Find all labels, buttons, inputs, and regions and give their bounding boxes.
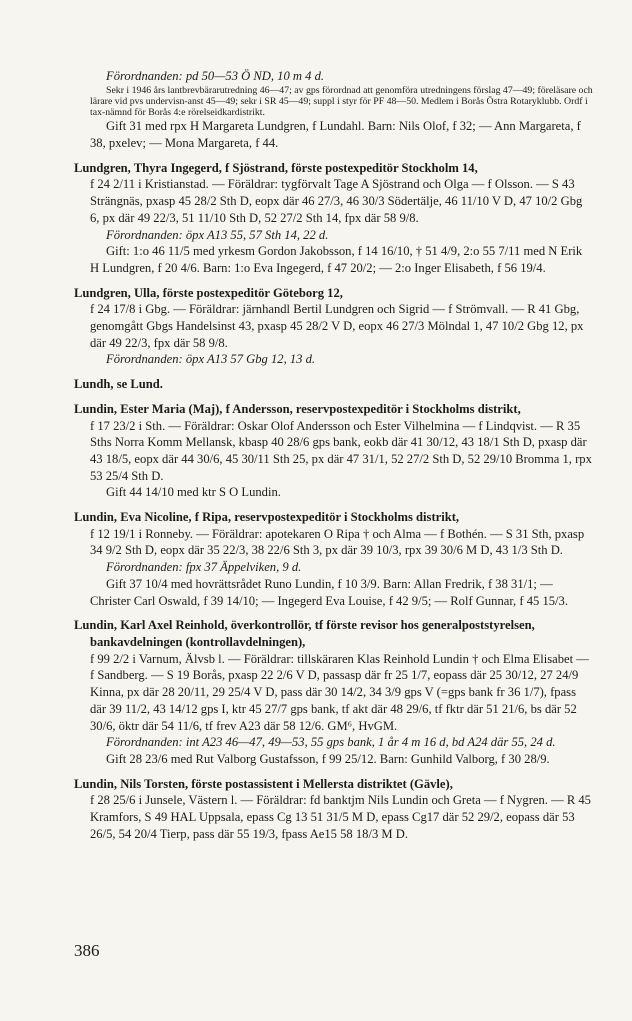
entry-appointments: Förordnanden: pd 50—53 Ö ND, 10 m 4 d. bbox=[106, 69, 325, 83]
entry-appointments: Förordnanden: öpx A13 57 Gbg 12, 13 d. bbox=[106, 352, 316, 367]
entry-marriage: Gift: 1:o 46 11/5 med yrkesm Gordon Jakobsson, f 14 16/10, † 51 4/9, 2:o 55 7/11 med N Erik H Lundgren, f 20 4/6. Barn: 1:o Eva Ingegerd, f 47 20/2; — 2:o Inger Elisabeth, f 56 19/4. bbox=[90, 244, 583, 275]
entry-marriage: Gift 31 med rpx H Margareta Lundgren, f Lundahl. Barn: Nils Olof, f 32; — Ann Margareta, f 38, pxelev; — Mona Margareta, f 44. bbox=[90, 119, 581, 151]
entry-marriage: Gift 44 14/10 med ktr S O Lundin. bbox=[106, 485, 281, 500]
entry-heading: Lundin, Karl Axel Reinhold, överkontrollör, tf förste revisor hos generalpoststyrelsen, bankavdelningen (kontrollavdelningen), bbox=[74, 618, 535, 649]
entry-body: f 17 23/2 i Sth. — Föräldrar: Oskar Olof Andersson och Ester Vilhelmina — f Lindqvist. — R 35 Sths Norra Komm Mellansk, kbasp 40 28/6 gps bank, eokb där 41 30/12, 43 18/1 Sth D, pxasp där 43 18/5, eopx där 44 30/6, 45 30/11 Sth 25, px där 47 31/1, 52 27/2 Sth D, 52 29/10 Bromma 1, rpx 53 25/4 Sth D. bbox=[90, 418, 592, 483]
entry bbox=[74, 160, 594, 277]
entry-heading: Lundin, Nils Torsten, förste postassistent i Mellersta distriktet (Gävle), bbox=[74, 776, 453, 791]
entry-body: f 24 17/8 i Gbg. — Föräldrar: järnhandl Bertil Lundgren och Sigrid — f Strömvall. — R 41 Gbg, genomgått Gbgs Handelsinst 43, pxasp 45 28/2 V D, eopx 46 27/3 Mölndal 1, 47 10/2 Gbg 12, px där 49 22/3, fpx där 58 9/8. bbox=[90, 302, 584, 350]
page-content bbox=[74, 68, 594, 850]
entry-body: f 24 2/11 i Kristianstad. — Föräldrar: tygförvalt Tage A Sjöstrand och Olga — f Olsson. — S 43 Strängnäs, pxasp 45 28/2 Sth D, eopx där 46 27/3, 46 30/3 Södertälje, 46 11/10 V D, 47 10/2 Gbg 6, px där 49 22/3, 51 11/10 Sth D, 52 27/2 Sth 14, fpx där 58 9/8. bbox=[90, 177, 583, 225]
entry bbox=[74, 285, 594, 369]
entry-marriage: Gift 28 23/6 med Rut Valborg Gustafsson, f 99 25/12. Barn: Gunhild Valborg, f 30 28/9. bbox=[106, 751, 550, 766]
entry bbox=[74, 617, 594, 767]
entry-heading: Lundgren, Thyra Ingegerd, f Sjöstrand, förste postexpeditör Stockholm 14, bbox=[74, 160, 478, 175]
entry-body: f 99 2/2 i Varnum, Älvsb l. — Föräldrar: tillskäraren Klas Reinhold Lundin † och Elma Elisabet — f Sandberg. — S 19 Borås, pxasp 22 2/6 V D, passasp där fr 25 1/7, eopass där 25 30/12, 27 24/9 Kinna, px där 28 20/11, 29 25/4 V D, pass där 30 14/2, 34 3/9 gps V (=gps bank fr 36 1/7), fpass där 39 11/2, 43 14/12 gps I, ktr 45 27/7 gps bank, tf akt där 48 29/6, tf fktr där 51 21/6, bs där 52 30/6, öktr där 54 11/6, tf frev A23 där 58 12/6. GM⁶, HvGM. bbox=[90, 651, 589, 733]
entry-continued bbox=[74, 68, 594, 152]
entry bbox=[74, 509, 594, 609]
entry-appointments: Förordnanden: fpx 37 Äppelviken, 9 d. bbox=[106, 560, 302, 575]
entry bbox=[74, 401, 594, 501]
entry-heading: Lundin, Eva Nicoline, f Ripa, reservpostexpeditör i Stockholms distrikt, bbox=[74, 510, 460, 525]
entry-body: f 12 19/1 i Ronneby. — Föräldrar: apotekaren O Ripa † och Alma — f Bothén. — S 31 Sth, pxasp 34 9/2 Sth D, eopx där 35 22/3, 38 22/6 Sth 3, px där 39 10/3, rpx 39 30/6 M D, 43 1/3 Sth D. bbox=[90, 526, 585, 558]
entry-appointments: Förordnanden: int A23 46—47, 49—53, 55 gps bank, 1 år 4 m 16 d, bd A24 där 55, 24 d. bbox=[106, 735, 556, 750]
entry-appointments: Förordnanden: öpx A13 55, 57 Sth 14, 22 d. bbox=[106, 227, 329, 242]
entry bbox=[74, 776, 594, 843]
entry-heading: Lundh, se Lund. bbox=[74, 377, 163, 392]
entry-notes: Sekr i 1946 års lantbrevbärarutredning 46—47; av gps förordnad att genomföra utredningens förslag 47—49; föreläsare och lärare vid pvs undervisn-anst 45—49; sekr i SR 45—49; suppl i styr för PF 48—50. Medlem i Borås Östra Rotaryklubb. Ordf i tax-nämnd för Borås 4:e rörelseidkardistrikt. bbox=[90, 84, 593, 119]
page-number: 386 bbox=[74, 941, 100, 960]
entry bbox=[74, 376, 594, 393]
entry-body: f 28 25/6 i Junsele, Västern l. — Föräldrar: fd banktjm Nils Lundin och Greta — f Nygren. — R 45 Kramfors, S 49 HAL Uppsala, epass Cg 13 51 31/5 M D, epass Cg17 där 52 29/2, eopass där 53 26/5, 54 20/4 Tierp, pass där 55 19/3, fpass Ae15 58 18/3 M D. bbox=[90, 793, 591, 841]
entry-heading: Lundgren, Ulla, förste postexpeditör Göteborg 12, bbox=[74, 285, 343, 300]
entry-marriage: Gift 37 10/4 med hovrättsrådet Runo Lundin, f 10 3/9. Barn: Allan Fredrik, f 38 31/1; — Christer Carl Oswald, f 39 14/10; — Ingegerd Eva Louise, f 42 9/5; — Rolf Gunnar, f 45 15/3. bbox=[90, 576, 568, 608]
entry-heading: Lundin, Ester Maria (Maj), f Andersson, reservpostexpeditör i Stockholms distrikt, bbox=[74, 401, 521, 416]
